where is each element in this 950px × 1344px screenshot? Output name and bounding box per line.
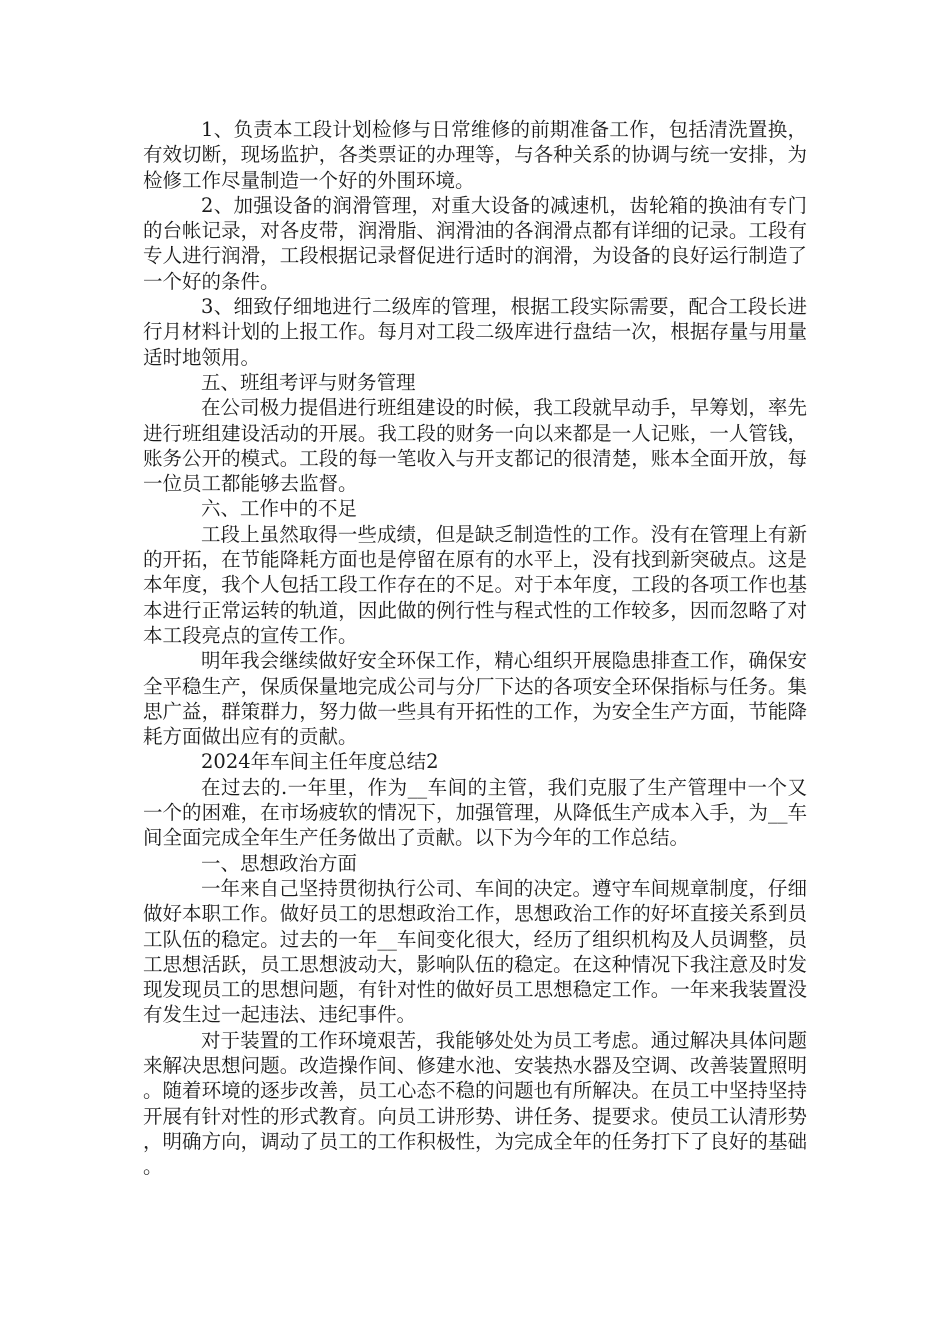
document-page: [143, 117, 807, 1179]
section-heading-shortcomings: 六、工作中的不足: [201, 497, 358, 521]
paragraph-intro: 在过去的.一年里，作为__车间的主管，我们克服了生产管理中一个又一个的困难，在市场疲软的情况下，加强管理，从降低生产成本入手，为__车间全面完成全年生产任务做出了贡献。以下为今年的工作总结。: [143, 775, 807, 850]
paragraph-next-year: 明年我会继续做好安全环保工作，精心组织开展隐患排查工作，确保安全平稳生产，保质保量地完成公司与分厂下达的各项安全环保指标与任务。集思广益，群策群力，努力做一些具有开拓性的工作，为安全生产方面，节能降耗方面做出应有的贡献。: [143, 649, 807, 749]
paragraph-maintenance-prep: 1、负责本工段计划检修与日常维修的前期准备工作，包括清洗置换，有效切断，现场监护，各类票证的办理等，与各种关系的协调与统一安排，为检修工作尽量制造一个好的外围环境。: [143, 118, 807, 192]
paragraph-shortcomings: 工段上虽然取得一些成绩，但是缺乏制造性的工作。没有在管理上有新的开拓，在节能降耗方面也是停留在原有的水平上，没有找到新突破点。这是本年度，我个人包括工段工作存在的不足。对于本年度，工段的各项工作也基本进行正常运转的轨道，因此做的例行性与程式性的工作较多，因而忽略了对本工段亮点的宣传工作。: [143, 522, 807, 647]
paragraph-lubrication: 2、加强设备的润滑管理，对重大设备的减速机，齿轮箱的换油有专门的台帐记录，对各皮带，润滑脂、润滑油的各润滑点都有详细的记录。工段有专人进行润滑，工段根据记录督促进行适时的润滑，为设备的良好运行制造了一个好的条件。: [143, 193, 807, 293]
document-subtitle: 2024年车间主任年度总结2: [201, 750, 439, 774]
paragraph-team-finance: 在公司极力提倡进行班组建设的时候，我工段就早动手，早筹划，率先进行班组建设活动的开展。我工段的财务一向以来都是一人记账，一人管钱，账务公开的模式。工段的每一笔收入与开支都记的很清楚，账本全面开放，每一位员工都能够去监督。: [143, 396, 807, 496]
paragraph-ideology: 一年来自己坚持贯彻执行公司、车间的决定。遵守车间规章制度，仔细做好本职工作。做好员工的思想政治工作，思想政治工作的好坏直接关系到员工队伍的稳定。过去的一年__车间变化很大，经历了组织机构及人员调整，员工思想活跃，员工思想波动大，影响队伍的稳定。在这种情况下我注意及时发现发现员工的思想问题，有针对性的做好员工思想稳定工作。一年来我装置没有发生过一起违法、违纪事件。: [143, 876, 807, 1027]
section-heading-ideology: 一、思想政治方面: [201, 851, 358, 875]
paragraph-environment: 对于装置的工作环境艰苦，我能够处处为员工考虑。通过解决具体问题来解决思想问题。改造操作间、修建水池、安装热水器及空调、改善装置照明。随着环境的逐步改善，员工心态不稳的问题也有所解决。在员工中坚持坚持开展有针对性的形式教育。向员工讲形势、讲任务、提要求。使员工认清形势，明确方向，调动了员工的工作积极性，为完成全年的任务打下了良好的基础。: [143, 1028, 807, 1179]
paragraph-warehouse: 3、细致仔细地进行二级库的管理，根据工段实际需要，配合工段长进行月材料计划的上报工作。每月对工段二级库进行盘结一次，根据存量与用量适时地领用。: [143, 295, 807, 369]
section-heading-team-finance: 五、班组考评与财务管理: [201, 370, 416, 394]
